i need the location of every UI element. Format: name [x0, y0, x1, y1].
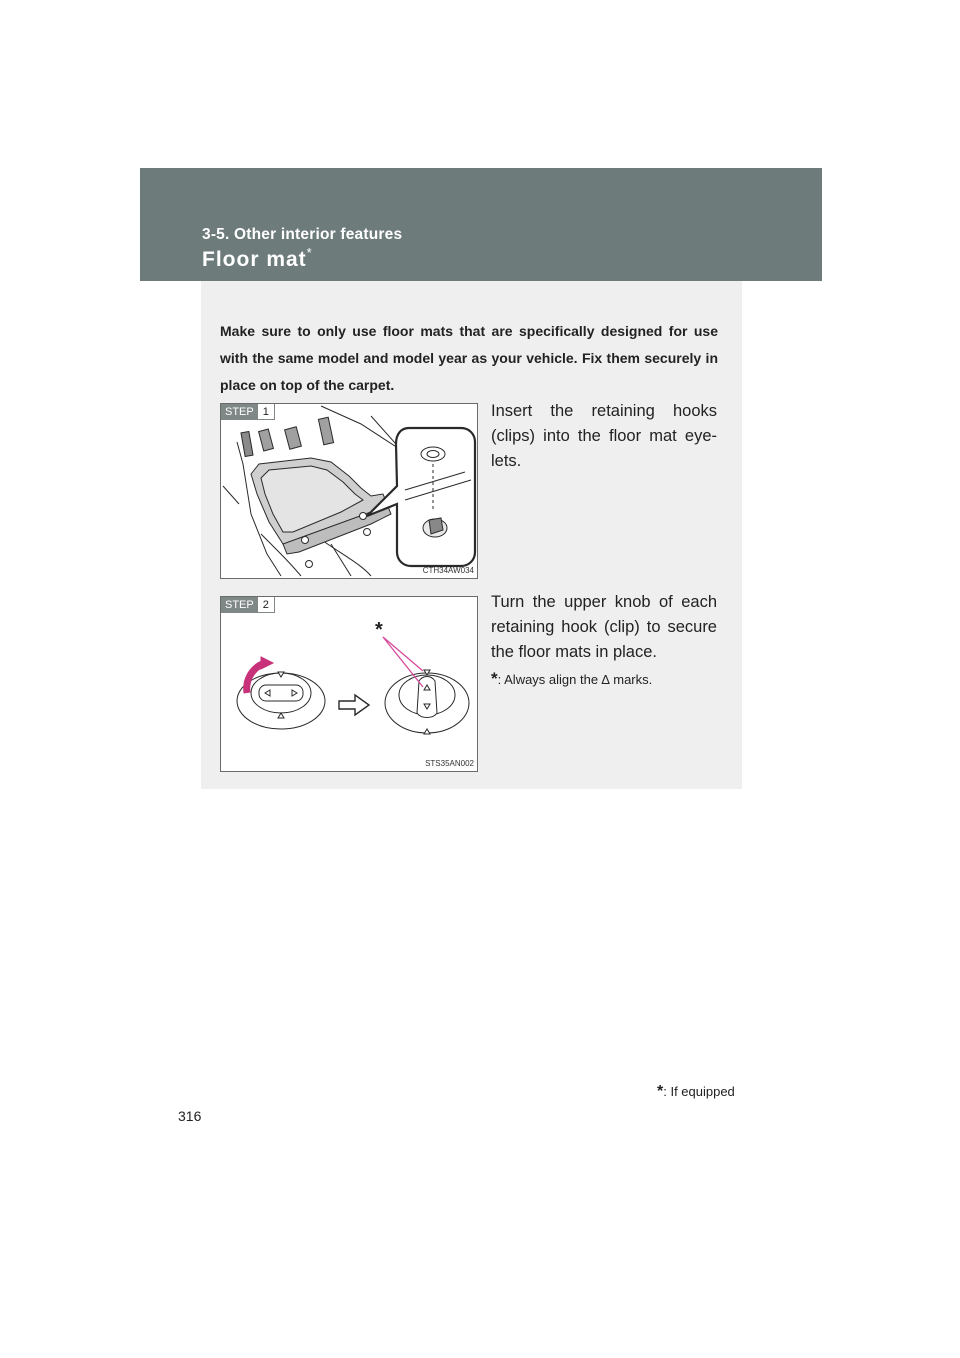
- step-2-tag: STEP: [221, 597, 258, 613]
- intro-text: Make sure to only use floor mats that are specifically designed for use with the same model and model year as your vehicle. Fix them securely in place on top of the carpet.: [220, 323, 718, 393]
- step-1-badge: [221, 404, 275, 420]
- step-2-number: 2: [258, 597, 275, 613]
- section-header: [140, 168, 822, 281]
- callout-asterisk: *: [375, 619, 383, 641]
- footnote-asterisk: *: [657, 1083, 664, 1100]
- title-asterisk: *: [306, 245, 312, 260]
- instruction-panel: [201, 281, 742, 789]
- section-label: 3-5. Other interior features: [202, 226, 403, 243]
- step-1-tag: STEP: [221, 404, 258, 420]
- page-title: [202, 245, 312, 272]
- footnote-text: : If equipped: [663, 1084, 735, 1099]
- note-asterisk: *: [491, 669, 498, 688]
- step-1-text: Insert the retaining hooks (clips) into the floor mat eye-lets.: [491, 402, 717, 470]
- step-2-badge: [221, 597, 275, 613]
- retaining-hook-illustration: [221, 597, 477, 771]
- step-2-text: Turn the upper knob of each retaining hook (clip) to secure the floor mats in place.: [491, 593, 717, 661]
- step-1-figure: [220, 403, 478, 579]
- note-text: : Always align the ∆ marks.: [497, 672, 653, 687]
- footnote: [657, 1083, 735, 1101]
- align-note: [491, 669, 731, 689]
- step-1-number: 1: [258, 404, 275, 420]
- step-2-figure-code: STS35AN002: [425, 759, 474, 768]
- page-number: 316: [178, 1108, 202, 1124]
- step-2-figure: [220, 596, 478, 772]
- page-title-text: Floor mat: [202, 248, 307, 271]
- step-1-figure-code: CTH34AW034: [422, 566, 474, 575]
- floor-mat-illustration: [221, 404, 477, 578]
